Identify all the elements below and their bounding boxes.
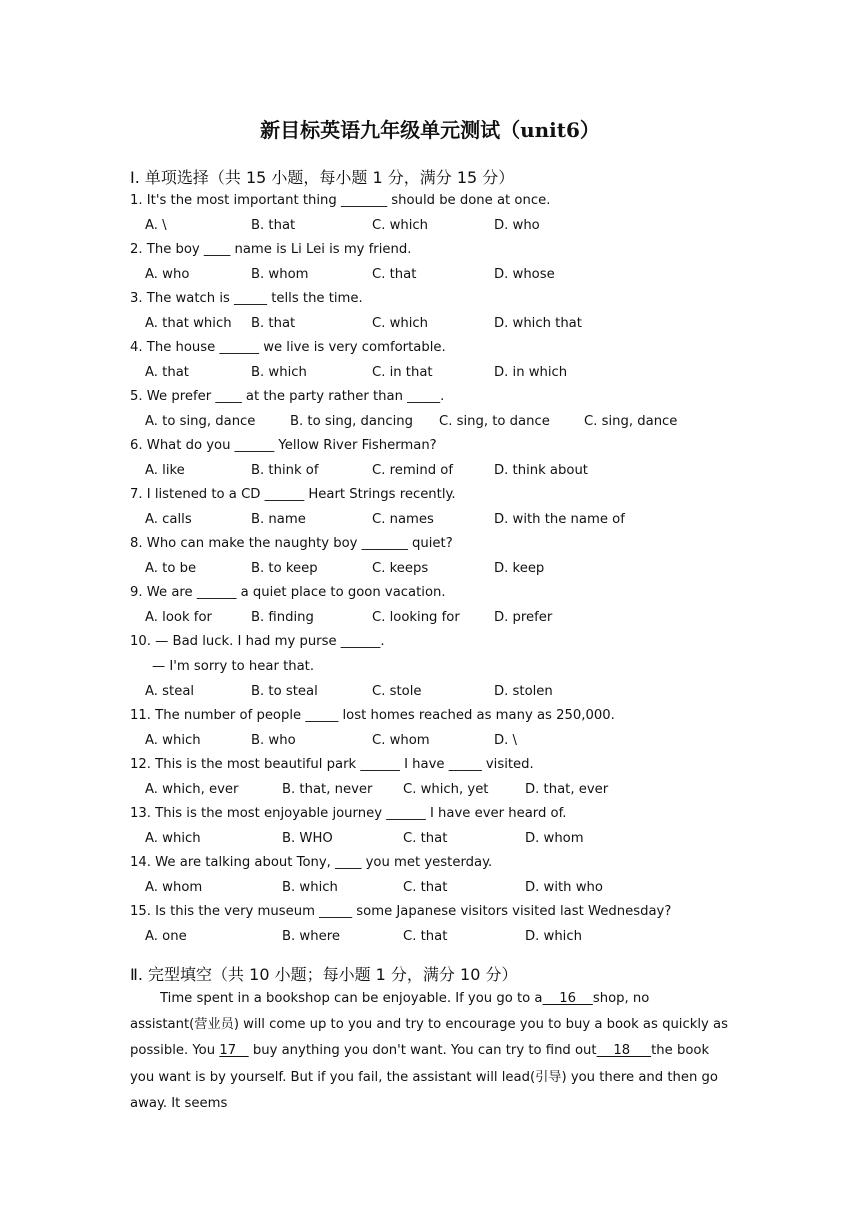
option: B. to steal [251, 684, 318, 699]
option: A. which, ever [145, 782, 239, 797]
option: B. to sing, dancing [290, 414, 413, 429]
option: A. to sing, dance [145, 414, 256, 429]
cloze-passage [130, 986, 730, 1117]
option: A. to be [145, 561, 197, 576]
option: D. whom [525, 831, 584, 846]
option: C. in that [372, 365, 433, 380]
question-9: 9. We are ______ a quiet place to goon vacation. [130, 585, 446, 600]
option: D. who [494, 218, 540, 233]
option: C. whom [372, 733, 430, 748]
section-2-heading: Ⅱ. 完型填空（共 10 小题；每小题 1 分，满分 10 分） [130, 965, 518, 984]
option: D. which [525, 929, 582, 944]
option: D. that, ever [525, 782, 609, 797]
question-8: 8. Who can make the naughty boy _______ quiet? [130, 536, 453, 551]
option: B. that, never [282, 782, 373, 797]
question-5: 5. We prefer ____ at the party rather than _____. [130, 389, 445, 404]
option: D. with who [525, 880, 603, 895]
option: A. that [145, 365, 189, 380]
option: C. names [372, 512, 434, 527]
option: B. where [282, 929, 340, 944]
option: C. which [372, 218, 429, 233]
option: B. who [251, 733, 296, 748]
option: D. stolen [494, 684, 553, 699]
passage-text: Time spent in a bookshop can be enjoyable. If you go to a [160, 991, 543, 1006]
option: D. prefer [494, 610, 553, 625]
option: B. which [282, 880, 338, 895]
blank-16: 16 [542, 991, 593, 1006]
option: C. remind of [372, 463, 453, 478]
option: C. sing, dance [584, 414, 678, 429]
option: C. that [403, 831, 448, 846]
option: C. that [403, 929, 448, 944]
option: C. that [372, 267, 417, 282]
question-6: 6. What do you ______ Yellow River Fisherman? [130, 438, 437, 453]
option: A. look for [145, 610, 212, 625]
question-3: 3. The watch is _____ tells the time. [130, 291, 363, 306]
question-15: 15. Is this the very museum _____ some Japanese visitors visited last Wednesday? [130, 904, 672, 919]
option: C. which, yet [403, 782, 489, 797]
passage-text: shop, no assistant(营业员) will come up to you and try to encourage you to buy a book as quickly as possible. You [130, 991, 728, 1059]
question-4: 4. The house ______ we live is very comfortable. [130, 340, 446, 355]
option: C. stole [372, 684, 422, 699]
question-13: 13. This is the most enjoyable journey ______ I have ever heard of. [130, 806, 567, 821]
section-1-heading: Ⅰ. 单项选择（共 15 小题，每小题 1 分，满分 15 分） [130, 168, 515, 187]
page-title: 新目标英语九年级单元测试（unit6） [260, 118, 600, 142]
option: B. which [251, 365, 307, 380]
option: A. steal [145, 684, 195, 699]
option: C. that [403, 880, 448, 895]
option: B. that [251, 218, 296, 233]
option: D. in which [494, 365, 568, 380]
option: A. that which [145, 316, 232, 331]
option: D. with the name of [494, 512, 625, 527]
option: A. which [145, 831, 201, 846]
question-12: 12. This is the most beautiful park ______ I have _____ visited. [130, 757, 534, 772]
question-11: 11. The number of people _____ lost homes reached as many as 250,000. [130, 708, 615, 723]
question-1: 1. It's the most important thing _______ should be done at once. [130, 193, 551, 208]
option: D. whose [494, 267, 555, 282]
question-10: 10. — Bad luck. I had my purse ______. [130, 634, 385, 649]
option: A. \ [145, 218, 167, 233]
passage-text: the book you want is by yourself. But if you fail, the assistant will lead(引导) you there and then go away. It seems [130, 1043, 718, 1111]
blank-18: 18 [596, 1043, 652, 1059]
option: D. think about [494, 463, 588, 478]
option: A. which [145, 733, 201, 748]
option: A. whom [145, 880, 203, 895]
question-14: 14. We are talking about Tony, ____ you met yesterday. [130, 855, 493, 870]
blank-17: 17 [219, 1043, 249, 1059]
option: C. keeps [372, 561, 429, 576]
option: A. one [145, 929, 187, 944]
option: C. which [372, 316, 429, 331]
option: B. finding [251, 610, 314, 625]
option: A. who [145, 267, 190, 282]
question-7: 7. I listened to a CD ______ Heart Strings recently. [130, 487, 456, 502]
option: B. WHO [282, 831, 333, 846]
passage-text: buy anything you don't want. You can try to find out [248, 1043, 597, 1059]
option: D. \ [494, 733, 517, 748]
question-10-reply: — I'm sorry to hear that. [152, 659, 315, 674]
option: B. that [251, 316, 296, 331]
option: B. whom [251, 267, 309, 282]
option: C. looking for [372, 610, 460, 625]
option: C. sing, to dance [439, 414, 550, 429]
option: B. to keep [251, 561, 318, 576]
option: B. name [251, 512, 306, 527]
option: D. which that [494, 316, 582, 331]
option: A. like [145, 463, 185, 478]
question-2: 2. The boy ____ name is Li Lei is my friend. [130, 242, 412, 257]
option: D. keep [494, 561, 545, 576]
option: A. calls [145, 512, 192, 527]
option: B. think of [251, 463, 319, 478]
